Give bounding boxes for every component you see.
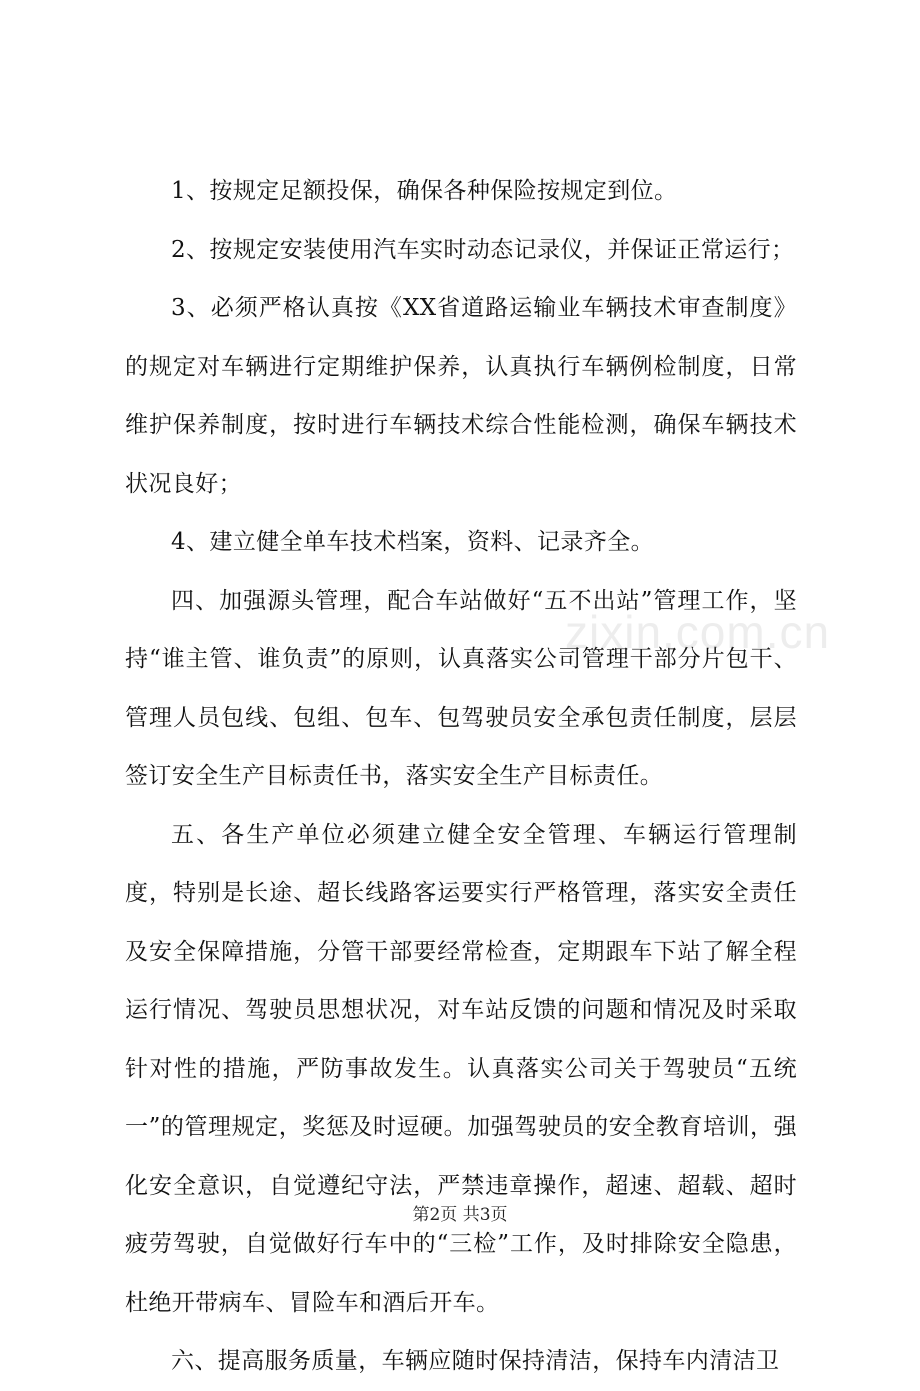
paragraph-maintenance: 3、必须严格认真按《XX省道路运输业车辆技术审查制度》的规定对车辆进行定期维护保养，认真执行车辆例检制度，日常维护保养制度，按时进行车辆技术综合性能检测，确保车辆技术状况良好； bbox=[125, 295, 797, 497]
paragraph-safety-management: 五、各生产单位必须建立健全安全管理、车辆运行管理制度，特别是长途、超长线路客运要实行严格管理，落实安全责任及安全保障措施，分管干部要经常检查，定期跟车下站了解全程运行情况、驾驶员思想状况，对车站反馈的问题和情况及时采取针对性的措施，严防事故发生。认真落实公司关于驾驶员“五统一”的管理规定，奖惩及时逗硬。加强驾驶员的安全教育培训，强化安全意识，自觉遵纪守法，严禁违章操作，超速、超载、超时疲劳驾驶，自觉做好行车中的“三检”工作，及时排除安全隐患，杜绝开带病车、冒险车和酒后开车。 bbox=[125, 821, 797, 1316]
paragraph-recorder: 2、按规定安装使用汽车实时动态记录仪，并保证正常运行； bbox=[171, 236, 795, 263]
paragraph-source-management: 四、加强源头管理，配合车站做好“五不出站”管理工作，坚持“谁主管、谁负责”的原则，认真落实公司管理干部分片包干、管理人员包线、包组、包车、包驾驶员安全承包责任制度，层层签订安全生产目标责任书，落实安全生产目标责任。 bbox=[125, 587, 797, 789]
paragraph-service-quality: 六、提高服务质量，车辆应随时保持清洁，保持车内清洁卫 bbox=[171, 1348, 780, 1374]
paragraph-archives: 4、建立健全单车技术档案，资料、记录齐全。 bbox=[171, 529, 655, 555]
watermark: zixin.com.cn bbox=[565, 606, 831, 658]
page-footer: 第2页 共3页 bbox=[412, 1205, 508, 1225]
paragraph-insurance: 1、按规定足额投保，确保各种保险按规定到位。 bbox=[171, 178, 678, 204]
